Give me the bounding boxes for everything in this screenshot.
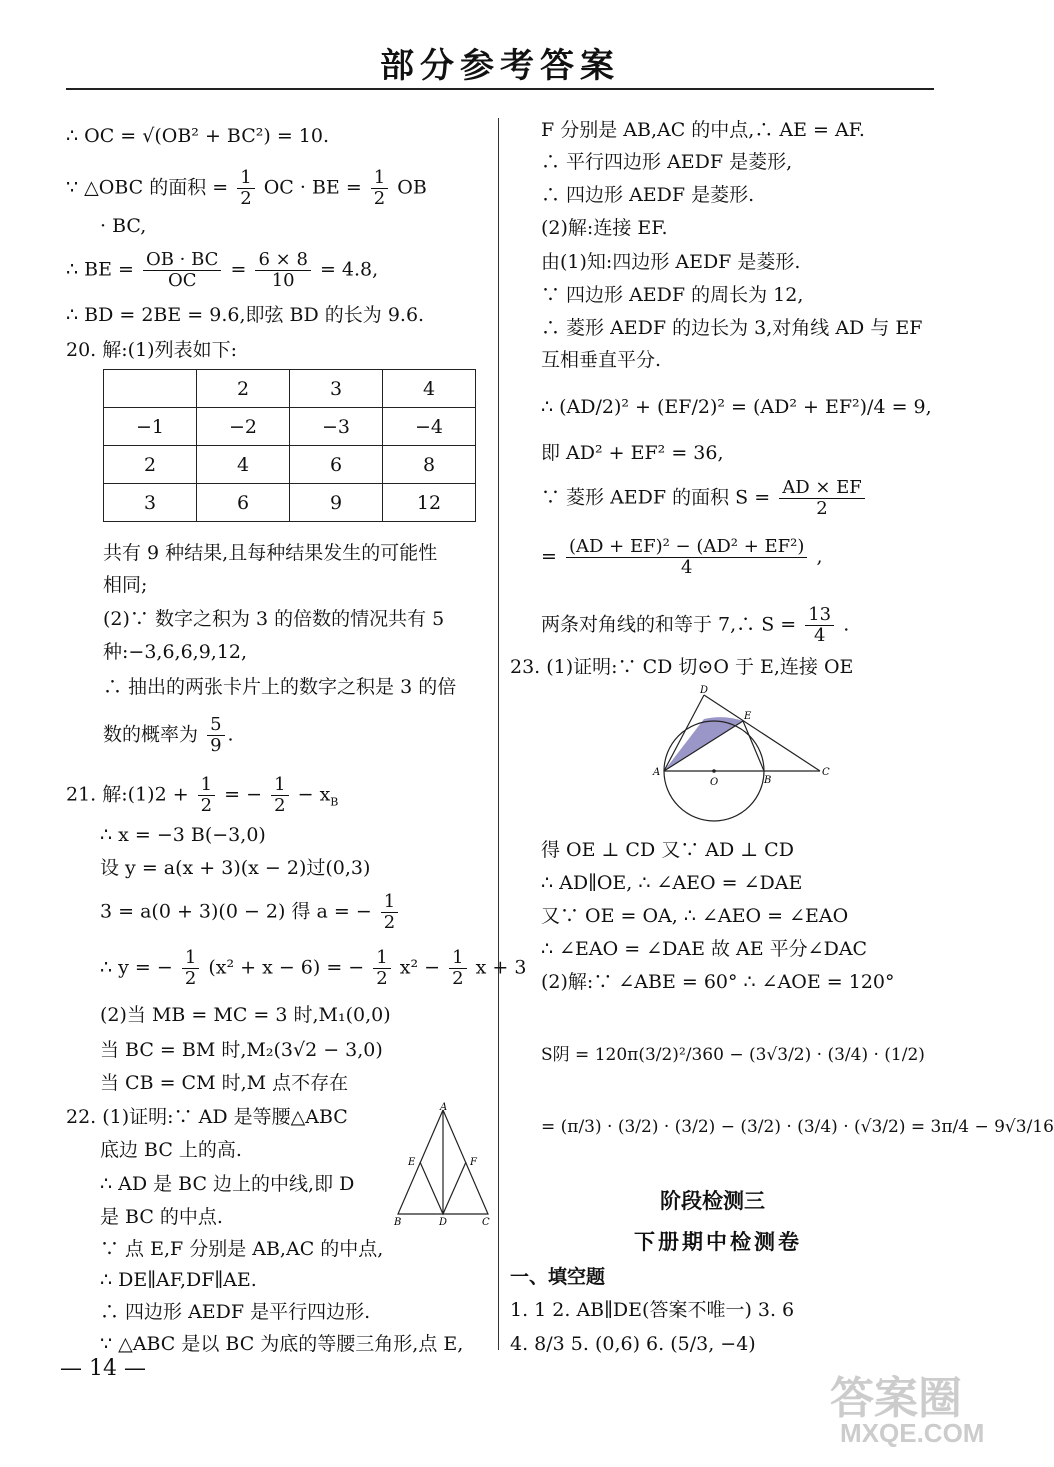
- q22-line-6: ∴ DE∥AF,DF∥AE.: [100, 1269, 257, 1291]
- svg-text:E: E: [744, 711, 752, 722]
- q23-line-4: ∴ ∠EAO = ∠DAE 故 AE 平分∠DAC: [541, 938, 868, 960]
- q22-line-5: ∵ 点 E,F 分别是 AB,AC 的中点,: [100, 1238, 384, 1260]
- svg-text:D: D: [700, 685, 709, 696]
- stage-title: 阶段检测三: [660, 1188, 765, 1213]
- q21-line-3: 设 y = a(x + 3)(x − 2)过(0,3): [100, 857, 371, 879]
- svg-text:O: O: [710, 777, 719, 788]
- table-row: 3 6 9 12: [104, 484, 476, 522]
- r-line-1: F 分别是 AB,AC 的中点,∴ AE = AF.: [541, 119, 865, 141]
- table-row: 2 4 6 8: [104, 446, 476, 484]
- svg-text:F: F: [470, 1157, 477, 1168]
- q22-line-8: ∵ △ABC 是以 BC 为底的等腰三角形,点 E,: [100, 1333, 464, 1355]
- header-rule: [66, 88, 934, 90]
- q22-line-1: 22. (1)证明:∵ AD 是等腰△ABC: [66, 1106, 348, 1128]
- q21-line-7: 当 BC = BM 时,M₂(3√2 − 3,0): [100, 1039, 383, 1061]
- q22-line-3: ∴ AD 是 BC 边上的中线,即 D: [100, 1173, 355, 1195]
- q20-title: 20. 解:(1)列表如下:: [66, 339, 237, 361]
- table-20: [103, 369, 476, 522]
- q23-title: 23. (1)证明:∵ CD 切⊙O 于 E,连接 OE: [510, 656, 854, 678]
- r-line-5: 由(1)知:四边形 AEDF 是菱形.: [541, 251, 801, 273]
- r-line-2: ∴ 平行四边形 AEDF 是菱形,: [541, 151, 793, 173]
- q23-line-6: S阴 = 120π(3/2)²/360 − (3√3/2) · (3/4) · (1/2): [541, 1045, 925, 1065]
- page-number: — 14 —: [60, 1356, 146, 1381]
- q23-line-2: ∴ AD∥OE, ∴ ∠AEO = ∠DAE: [541, 872, 803, 894]
- triangle-figure: [392, 1102, 494, 1228]
- fill-section-title: 一、填空题: [510, 1266, 606, 1288]
- r-line-4: (2)解:连接 EF.: [541, 217, 668, 239]
- watermark-url: MXQE.COM: [840, 1418, 985, 1448]
- q21-line-6: (2)当 MB = MC = 3 时,M₁(0,0): [100, 1004, 391, 1026]
- r-line-6: ∵ 四边形 AEDF 的周长为 12,: [541, 284, 804, 306]
- q23-line-3: 又∵ OE = OA, ∴ ∠AEO = ∠EAO: [541, 905, 849, 927]
- q20-text-6: 数的概率为 $\frac{5}{9}$ .: [103, 714, 234, 756]
- r-line-12: = $\frac{\text{(AD + EF)² − (AD² + EF²)}}{4}$ ,: [541, 536, 823, 578]
- circle-figure: [650, 683, 860, 843]
- svg-text:C: C: [822, 767, 830, 778]
- exam-title: 下册期中检测卷: [634, 1229, 802, 1254]
- svg-text:A: A: [440, 1102, 448, 1113]
- q20-text-5: ∴ 抽出的两张卡片上的数字之积是 3 的倍: [103, 676, 457, 698]
- q21-line-2: ∴ x = −3 B(−3,0): [100, 824, 266, 846]
- q22-line-7: ∴ 四边形 AEDF 是平行四边形.: [100, 1301, 371, 1323]
- svg-text:B: B: [394, 1217, 402, 1228]
- q22-line-4: 是 BC 的中点.: [100, 1206, 223, 1228]
- line-be: ∴ BE = $\frac{OB \cdot BC}{OC}$ = $\frac{6 \times 8}{10}$ = 4.8,: [66, 249, 379, 291]
- q21-line-1: 21. 解:(1)2 + $\frac{1}{2}$ = − $\frac{1}{2}$ − $x_B$: [66, 774, 339, 816]
- table-row: −1 −2 −3 −4: [104, 408, 476, 446]
- q23-line-1: 得 OE ⊥ CD 又∵ AD ⊥ CD: [541, 839, 794, 861]
- r-line-9: ∴ (AD/2)² + (EF/2)² = (AD² + EF²)/4 = 9,: [541, 396, 932, 418]
- page-title: 部分参考答案: [380, 46, 620, 86]
- q21-line-8: 当 CB = CM 时,M 点不存在: [100, 1072, 349, 1094]
- column-divider: [498, 118, 499, 1350]
- svg-text:B: B: [764, 775, 772, 786]
- r-line-13: 两条对角线的和等于 7,∴ S = $\frac{13}{4}$ .: [541, 604, 850, 646]
- line-bc: · BC,: [100, 215, 147, 237]
- watermark-logo: 答案圈: [830, 1373, 962, 1424]
- q20-text-2: 相同;: [103, 574, 148, 596]
- line-area: ∵ △OBC 的面积 = $\frac{1}{2}$ OC · BE = $\frac{1}{2}$ OB: [66, 167, 427, 209]
- r-line-10: 即 AD² + EF² = 36,: [541, 442, 724, 464]
- q21-line-5: ∴ y = − $\frac{1}{2}$ (x² + x − 6) = − $\frac{1}{2}$ x² − $\frac{1}{2}$ x + 3: [100, 947, 527, 989]
- q20-text-1: 共有 9 种结果,且每种结果发生的可能性: [103, 542, 438, 564]
- line-oc: ∴ OC = √(OB² + BC²) = 10.: [66, 125, 330, 147]
- r-line-11: ∵ 菱形 AEDF 的面积 S = $\frac{AD \times EF}{2}$: [541, 478, 868, 519]
- table-row: 2 3 4: [104, 370, 476, 408]
- answers-line-2: 4. 8/3 5. (0,6) 6. (5/3, −4): [510, 1333, 756, 1355]
- q23-line-7: = (π/3) · (3/2) · (3/2) − (3/2) · (3/4) · (√3/2) = 3π/4 − 9√3/16: [541, 1117, 1054, 1137]
- line-bd: ∴ BD = 2BE = 9.6,即弦 BD 的长为 9.6.: [66, 304, 425, 326]
- svg-text:E: E: [408, 1157, 416, 1168]
- q20-text-3: (2)∵ 数字之积为 3 的倍数的情况共有 5: [103, 608, 445, 630]
- answers-line-1: 1. 1 2. AB∥DE(答案不唯一) 3. 6: [510, 1299, 795, 1321]
- svg-text:C: C: [482, 1217, 490, 1228]
- r-line-3: ∴ 四边形 AEDF 是菱形.: [541, 184, 755, 206]
- q23-line-5: (2)解:∵ ∠ABE = 60° ∴ ∠AOE = 120°: [541, 971, 895, 993]
- svg-text:A: A: [653, 767, 661, 778]
- r-line-7: ∴ 菱形 AEDF 的边长为 3,对角线 AD 与 EF: [541, 317, 923, 339]
- q22-line-2: 底边 BC 上的高.: [100, 1139, 242, 1161]
- q21-line-4: 3 = a(0 + 3)(0 − 2) 得 a = − $\frac{1}{2}$: [100, 892, 401, 933]
- r-line-8: 互相垂直平分.: [541, 349, 662, 371]
- svg-text:D: D: [439, 1217, 448, 1228]
- q20-text-4: 种:−3,6,6,9,12,: [103, 641, 248, 663]
